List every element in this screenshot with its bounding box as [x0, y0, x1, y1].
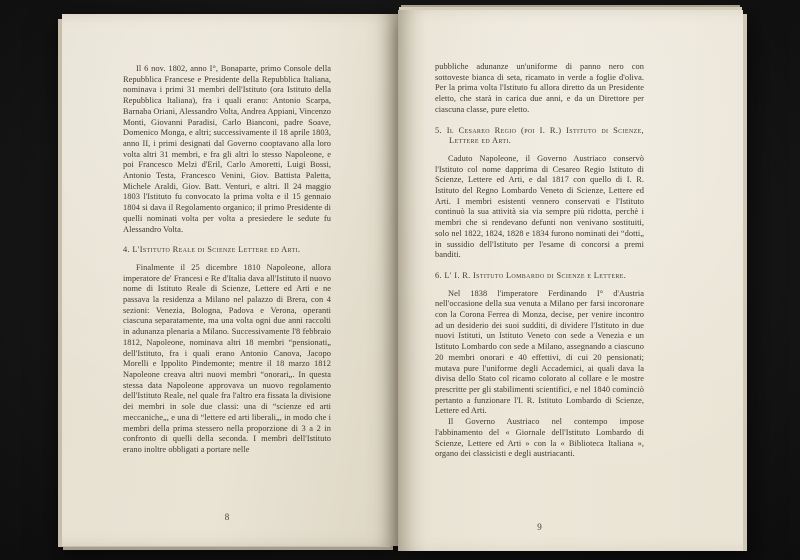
- paragraph: Caduto Napoleone, il Governo Austriaco conservò l'Istituto col nome dapprima di Cesareo Regio Istituto di Scienze, Lettere ed Arti, e dal 1817 con quello di I. R. Istituto del Regno Lombardo Veneto di Scienze, Lettere ed Arti. I membri esistenti vennero conservati e l'Istituto continuò la sua attività sia via sempre più ridotta, perchè i membri che si rendevano defunti non venivano sostituiti, solo nel 1822, 1824, 1828 e 1834 furono nominati dei “dotti„ in sussidio dell'Istituto per l'esame di concorsi a premi banditi.: [435, 153, 644, 260]
- paragraph: Nel 1838 l'imperatore Ferdinando I° d'Austria nell'occasione della sua venuta a Milano per farsi incoronare con la Corona Ferrea di Monza, decise, per venire incontro ad un desiderio dei suoi sudditi, di dividere l'Istituto in due nuovi Istituti, un Istituto Veneto con sede a Venezia e un Istituto Lombardo con sede a Milano, assegnando a ciascuno 20 membri onorari e 40 effettivi, di cui 20 pensionati; mutava pure l'uniforme degli Accademici, ai quali dava la divisa dello Stato col ricamo colorato al collare e le mostre prescritte per gli stabilimenti scientifici, e nel 1840 cominciò pertanto a funzionare l'I. R. Istituto Lombardo di Scienze, Lettere ed Arti.: [435, 288, 644, 416]
- page-left-text: [123, 64, 331, 516]
- page-left: [62, 14, 398, 546]
- paragraph: Finalmente il 25 dicembre 1810 Napoleone, allora imperatore de' Francesi e Re d'Italia dava all'Istituto il nuovo nome di Istituto Reale di Scienze, Lettere ed Arti e ne passava la residenza a Milano nel palazzo di Brera, con 4 sezioni: Venezia, Bologna, Padova e Verona, operanti ciascuna separatamente, ma una volta ogni due anni raccolti in adunanza plenaria a Milano. Successivamente l'8 febbraio 1812, Napoleone, nominava altri 18 membri “pensionati„ dell'Istituto, fra i quali erano Antonio Canova, Jacopo Morelli e Ippolito Pindemonte; mentre il 18 marzo 1812 Napoleone creava altri nuovi membri “onorari„. In questa stessa data Napoleone approvava un nuovo regolamento dell'Istituto Reale, nel quale fra l'altro era fissata la divisione dei membri in sole due classi: una di “scienze ed arti meccaniche„, e una di “lettere ed arti liberali„, in modo che i membri della prima stessero nella proporzione di 3 a 2 in confronto di quelli della seconda. I membri dell'Istituto erano inoltre obbligati a portare nelle: [123, 262, 331, 454]
- section-heading-5: 5. Il Cesareo Regio (poi I. R.) Istituto di Scienze, Lettere ed Arti.: [435, 125, 644, 146]
- paragraph-continuation: pubbliche adunanze un'uniforme di panno nero con sottoveste bianca di seta, ricamato in verde a foglie d'oliva. Per la prima volta l'Istituto fu allora diretto da un Presidente eletto, che starà in carica due anni, e da un Direttore per ciascuna classe, pure eletto.: [435, 62, 644, 114]
- paragraph: Il Governo Austriaco nel contempo impose l'abbinamento del « Giornale dell'Istituto Lombardo di Scienze, Lettere ed Arti » con la « Biblioteca Italiana », organo dei classicisti e degli austriacanti.: [435, 417, 644, 459]
- section-heading-4: 4. L'Istituto Reale di Scienze Lettere ed Arti.: [123, 245, 301, 255]
- page-number-left: 8: [224, 512, 230, 522]
- paragraph: Il 6 nov. 1802, anno I°, Bonaparte, primo Console della Repubblica Francese e Presidente della Repubblica Italiana, nominava i primi 31 membri dell'Istituto (ora Istituto della Repubblica Italiana), fra i quali erano: Antonio Scarpa, Barnaba Oriani, Alessandro Volta, Andrea Appiani, Vincenzo Monti, Giovanni Paradisi, Carlo Bianconi, padre Soave, Domenico Monga, e altri; successivamente il 18 aprile 1803, anno II, i primi designati dal Governo cooptavano alla loro volta altri 31 membri, e fra gli altri lo stesso Napoleone, e poi Francesco Melzi d'Eril, Carlo Amoretti, Luigi Bossi, Antonio Testa, Francesco Venini, Giov. Battista Paletta, Michele Araldi, Giov. Batt. Venturi, e altri. Il 24 maggio 1803 l'Istituto fu convocato la prima volta e il 15 gennaio 1804 si dava il Regolamento organico; il primo Presidente di quelli nominati volta per volta a presiedere le sedute fu Alessandro Volta.: [123, 64, 331, 234]
- page-number-right: 9: [537, 522, 542, 532]
- page-right-text: [435, 62, 644, 514]
- section-heading-6: 6. L' I. R. Istituto Lombardo di Scienze e Lettere.: [435, 270, 627, 280]
- page-right: [398, 10, 743, 551]
